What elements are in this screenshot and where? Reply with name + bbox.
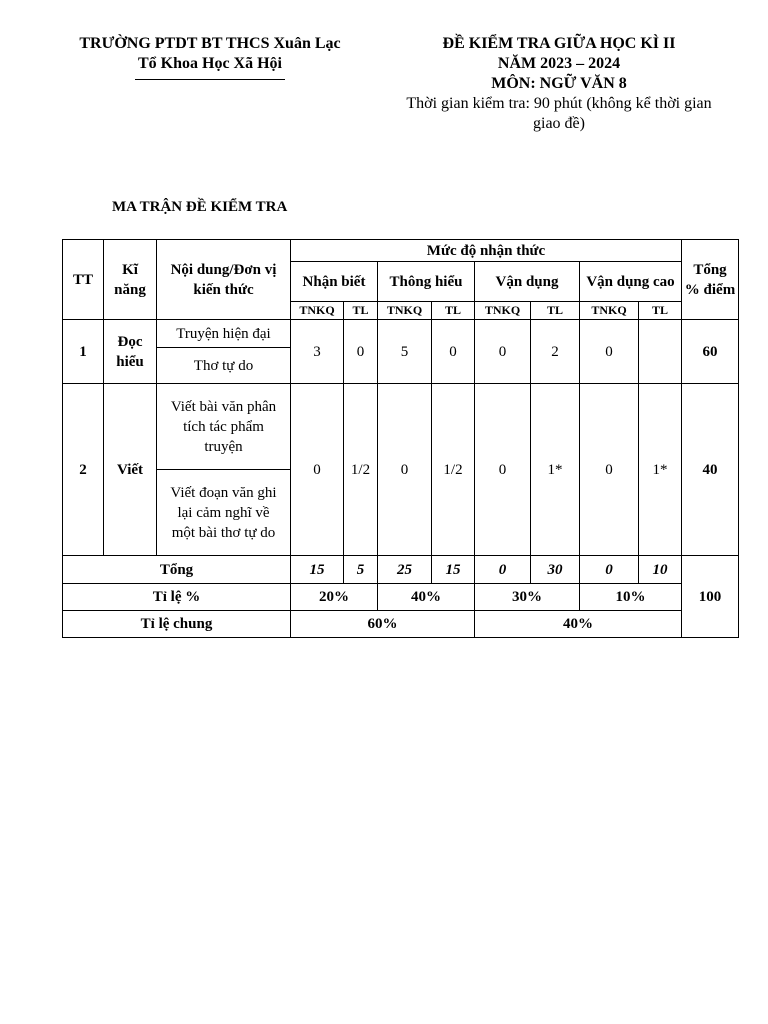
ratio-value: 40% — [378, 584, 475, 611]
value-cell: 1* — [531, 384, 580, 556]
sub-header: TL — [344, 302, 378, 320]
value-cell — [639, 320, 682, 384]
sum-value: 30 — [531, 556, 580, 584]
department-name: Tổ Khoa Học Xã Hội — [137, 55, 282, 72]
common-ratio-value: 40% — [475, 611, 682, 638]
row-skill: Viết — [104, 384, 157, 556]
school-header — [50, 34, 370, 80]
sum-value: 0 — [475, 556, 531, 584]
sub-header: TL — [639, 302, 682, 320]
sum-value: 10 — [639, 556, 682, 584]
value-cell: 1/2 — [432, 384, 475, 556]
exam-time-line2: giao đề) — [533, 115, 585, 132]
value-cell: 0 — [291, 384, 344, 556]
content-cell: Truyện hiện đại — [157, 320, 291, 348]
matrix-title: MA TRẬN ĐỀ KIỂM TRA — [112, 199, 288, 215]
value-cell: 1* — [639, 384, 682, 556]
school-name: TRƯỜNG PTDT BT THCS Xuân Lạc — [79, 35, 341, 52]
sub-header: TNKQ — [580, 302, 639, 320]
content-cell: Viết bài văn phân tích tác phẩm truyện — [157, 384, 291, 470]
content-cell: Viết đoạn văn ghi lại cảm nghĩ về một bài thơ tự do — [157, 470, 291, 556]
exam-header — [388, 34, 730, 134]
header-skill: Kĩ năng — [104, 240, 157, 320]
value-cell: 0 — [475, 384, 531, 556]
ratio-value: 20% — [291, 584, 378, 611]
common-ratio-value: 60% — [291, 611, 475, 638]
exam-time-line1: Thời gian kiểm tra: 90 phút (không kể thời gian — [406, 95, 712, 112]
value-cell: 0 — [580, 384, 639, 556]
sum-value: 15 — [291, 556, 344, 584]
level-recognition: Nhận biết — [291, 262, 378, 302]
row-skill: Đọc hiểu — [104, 320, 157, 384]
value-cell: 0 — [580, 320, 639, 384]
value-cell: 0 — [378, 384, 432, 556]
value-cell: 0 — [475, 320, 531, 384]
header-tt: TT — [63, 240, 104, 320]
value-cell: 0 — [432, 320, 475, 384]
value-cell: 3 — [291, 320, 344, 384]
row-total: 40 — [682, 384, 739, 556]
row-total: 60 — [682, 320, 739, 384]
content-cell: Thơ tự do — [157, 348, 291, 384]
sub-header: TL — [531, 302, 580, 320]
sum-value: 5 — [344, 556, 378, 584]
level-understanding: Thông hiểu — [378, 262, 475, 302]
ratio-value: 10% — [580, 584, 682, 611]
header-total-percent: Tổng % điểm — [682, 240, 739, 320]
subject: MÔN: NGỮ VĂN 8 — [491, 75, 627, 92]
row-tt: 2 — [63, 384, 104, 556]
level-advanced-application: Vận dụng cao — [580, 262, 682, 302]
header-cognitive-level: Mức độ nhận thức — [291, 240, 682, 262]
sum-value: 25 — [378, 556, 432, 584]
ratio-value: 30% — [475, 584, 580, 611]
row-tt: 1 — [63, 320, 104, 384]
value-cell: 0 — [344, 320, 378, 384]
sum-value: 15 — [432, 556, 475, 584]
sum-value: 0 — [580, 556, 639, 584]
level-application: Vận dụng — [475, 262, 580, 302]
sum-label: Tổng — [63, 556, 291, 584]
ratio-label: Tỉ lệ % — [63, 584, 291, 611]
sub-header: TNKQ — [475, 302, 531, 320]
value-cell: 5 — [378, 320, 432, 384]
sub-header: TNKQ — [291, 302, 344, 320]
value-cell: 2 — [531, 320, 580, 384]
sub-header: TL — [432, 302, 475, 320]
header-content: Nội dung/Đơn vị kiến thức — [157, 240, 291, 320]
sub-header: TNKQ — [378, 302, 432, 320]
header-underline — [135, 79, 285, 80]
school-year: NĂM 2023 – 2024 — [497, 55, 621, 72]
value-cell: 1/2 — [344, 384, 378, 556]
grand-total: 100 — [682, 556, 739, 638]
common-ratio-label: Tỉ lệ chung — [63, 611, 291, 638]
exam-matrix-table — [62, 239, 739, 638]
exam-title: ĐỀ KIỂM TRA GIỮA HỌC KÌ II — [442, 35, 676, 52]
